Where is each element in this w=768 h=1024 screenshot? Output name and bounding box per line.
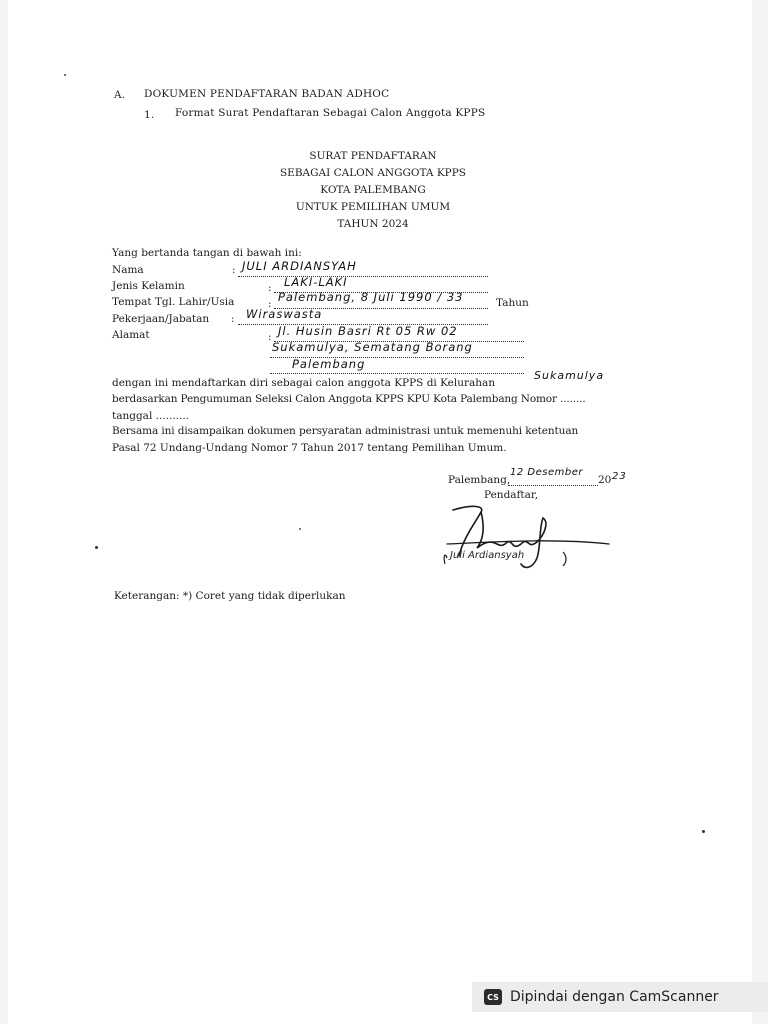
camscanner-badge bbox=[472, 982, 768, 1012]
body-p1-line2: berdasarkan Pengumuman Seleksi Calon Anggota KPPS KPU Kota Palembang Nomor ........ bbox=[112, 393, 586, 405]
label-nama: Nama bbox=[112, 264, 144, 276]
value-nama: JULI ARDIANSYAH bbox=[242, 259, 357, 273]
value-jenis-kelamin: LAKI-LAKI bbox=[284, 275, 348, 289]
value-alamat-line2: Sukamulya, Sematang Borang bbox=[272, 340, 473, 354]
camscanner-icon: CS bbox=[484, 989, 502, 1005]
signature-place: Palembang, bbox=[448, 474, 511, 486]
value-kelurahan: Sukamulya bbox=[534, 369, 605, 382]
fill-line bbox=[270, 373, 524, 374]
label-alamat: Alamat bbox=[112, 329, 150, 341]
heading-line-1: SURAT PENDAFTARAN bbox=[309, 150, 437, 162]
document-page bbox=[8, 0, 752, 1024]
scan-speck bbox=[299, 528, 301, 530]
letter-heading bbox=[168, 148, 578, 233]
colon: : bbox=[232, 264, 236, 276]
intro-text: Yang bertanda tangan di bawah ini: bbox=[112, 247, 302, 259]
signature-drawing bbox=[433, 498, 613, 578]
footnote: Keterangan: *) Coret yang tidak diperlukan bbox=[114, 590, 346, 602]
section-a-marker: A. bbox=[114, 89, 126, 101]
body-p1-line1: dengan ini mendaftarkan diri sebagai calon anggota KPPS di Kelurahan bbox=[112, 377, 496, 389]
scan-speck bbox=[95, 546, 98, 549]
section-1-title: Format Surat Pendaftaran Sebagai Calon Anggota KPPS bbox=[175, 107, 486, 119]
signature-name: Juli Ardiansyah bbox=[450, 550, 525, 561]
value-alamat-line1: Jl. Husin Basri Rt 05 Rw 02 bbox=[278, 324, 458, 338]
colon: : bbox=[268, 282, 272, 294]
body-p2-line1: Bersama ini disampaikan dokumen persyaratan administrasi untuk memenuhi ketentuan bbox=[112, 425, 579, 437]
signature-date: 12 Desember bbox=[510, 467, 583, 478]
scan-speck bbox=[64, 74, 66, 76]
section-a-title: DOKUMEN PENDAFTARAN BADAN ADHOC bbox=[144, 88, 390, 100]
value-pekerjaan: Wiraswasta bbox=[246, 307, 323, 321]
label-pekerjaan: Pekerjaan/Jabatan bbox=[112, 313, 210, 325]
value-ttl-suffix: Tahun bbox=[496, 297, 529, 309]
label-ttl: Tempat Tgl. Lahir/Usia bbox=[112, 296, 235, 308]
fill-line bbox=[508, 485, 598, 486]
heading-line-5: TAHUN 2024 bbox=[337, 218, 409, 230]
body-p1-line3: tanggal .......... bbox=[112, 410, 190, 422]
signature-year-prefix: 20 bbox=[598, 474, 612, 486]
scan-speck bbox=[702, 830, 705, 833]
signature-year: 23 bbox=[612, 471, 627, 482]
colon: : bbox=[231, 313, 235, 325]
section-1-marker: 1. bbox=[144, 109, 155, 121]
fill-line bbox=[238, 276, 488, 277]
body-p2-line2: Pasal 72 Undang-Undang Nomor 7 Tahun 2017 tentang Pemilihan Umum. bbox=[112, 442, 507, 454]
colon: : bbox=[268, 331, 272, 343]
heading-line-3: KOTA PALEMBANG bbox=[320, 184, 426, 196]
value-ttl: Palembang, 8 Juli 1990 / 33 bbox=[278, 290, 464, 304]
heading-line-4: UNTUK PEMILIHAN UMUM bbox=[295, 201, 451, 213]
signature-role: Pendaftar, bbox=[484, 489, 539, 501]
colon: : bbox=[268, 298, 272, 310]
value-alamat-line3: Palembang bbox=[292, 357, 366, 371]
label-jenis-kelamin: Jenis Kelamin bbox=[112, 280, 185, 292]
camscanner-label: Dipindai dengan CamScanner bbox=[510, 989, 719, 1005]
heading-line-2: SEBAGAI CALON ANGGOTA KPPS bbox=[279, 167, 466, 179]
